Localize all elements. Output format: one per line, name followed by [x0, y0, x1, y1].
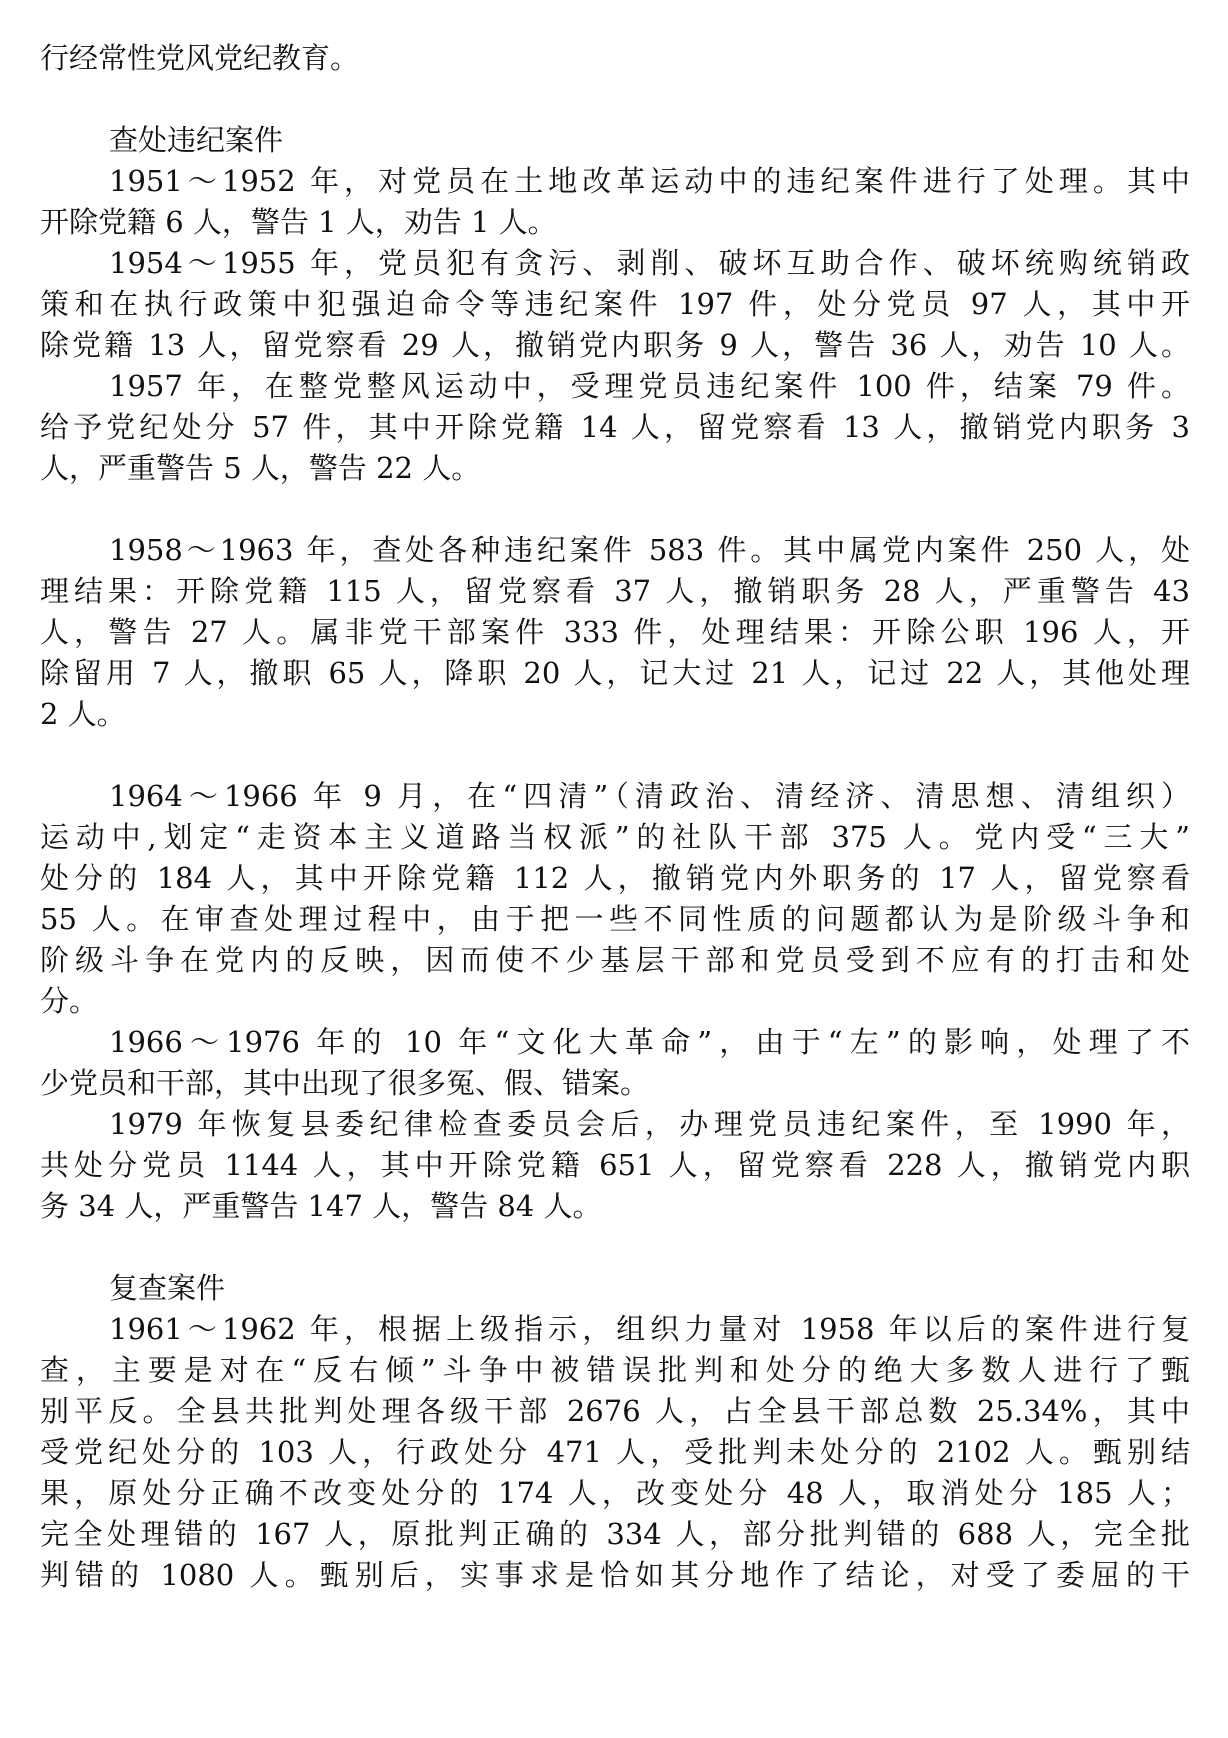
paragraph-line: 少党员和干部，其中出现了很多冤、假、错案。: [40, 1066, 650, 1100]
paragraph-line: 完全处理错的 167 人，原批判正确的 334 人，部分批判错的 688 人，完全批: [40, 1517, 1190, 1551]
paragraph-line: 判错的 1080 人。甄别后，实事求是恰如其分地作了结论，对受了委屈的干: [40, 1558, 1190, 1592]
paragraph-line: 1954～1955 年，党员犯有贪污、剥削、破坏互助合作、破坏统购统销政: [109, 246, 1190, 280]
paragraph-line: 阶级斗争在党内的反映，因而使不少基层干部和党员受到不应有的打击和处: [40, 943, 1190, 977]
paragraph-line: 别平反。全县共批判处理各级干部 2676 人，占全县干部总数 25.34%，其中: [40, 1394, 1190, 1428]
section-heading-investigate-cases: 查处违纪案件: [109, 123, 284, 157]
paragraph-line: 务 34 人，严重警告 147 人，警告 84 人。: [40, 1189, 602, 1223]
paragraph-line: 处分的 184 人，其中开除党籍 112 人，撤销党内外职务的 17 人，留党察看: [40, 861, 1190, 895]
paragraph-line: 1961～1962 年，根据上级指示，组织力量对 1958 年以后的案件进行复: [109, 1312, 1190, 1346]
paragraph-line: 开除党籍 6 人，警告 1 人，劝告 1 人。: [40, 205, 557, 239]
paragraph-line: 1964～1966 年 9 月，在“四清”（清政治、清经济、清思想、清组织）: [109, 779, 1190, 813]
paragraph-line: 受党纪处分的 103 人，行政处分 471 人，受批判未处分的 2102 人。甄别结: [40, 1435, 1190, 1469]
paragraph-line: 1958～1963 年，查处各种违纪案件 583 件。其中属党内案件 250 人，处: [109, 533, 1190, 567]
paragraph-line: 策和在执行政策中犯强迫命令等违纪案件 197 件，处分党员 97 人，其中开: [40, 287, 1190, 321]
paragraph-line: 2 人。: [40, 697, 126, 731]
paragraph-line: 除留用 7 人，撤职 65 人，降职 20 人，记大过 21 人，记过 22 人，其他处理: [40, 656, 1190, 690]
paragraph-line: 理结果：开除党籍 115 人，留党察看 37 人，撤销职务 28 人，严重警告 43: [40, 574, 1190, 608]
paragraph-line: 1979 年恢复县委纪律检查委员会后，办理党员违纪案件，至 1990 年，: [109, 1107, 1190, 1141]
paragraph-line: 果，原处分正确不改变处分的 174 人，改变处分 48 人，取消处分 185 人；: [40, 1476, 1190, 1510]
paragraph-line: 55 人。在审查处理过程中，由于把一些不同性质的问题都认为是阶级斗争和: [40, 902, 1190, 936]
paragraph-line: 分。: [40, 984, 99, 1018]
section-heading-review-cases: 复查案件: [109, 1271, 226, 1305]
paragraph-line: 人，警告 27 人。属非党干部案件 333 件，处理结果：开除公职 196 人，开: [40, 615, 1190, 649]
paragraph-line: 运动中,划定“走资本主义道路当权派”的社队干部 375 人。党内受“三大”: [40, 820, 1190, 854]
paragraph-line: 查，主要是对在“反右倾”斗争中被错误批判和处分的绝大多数人进行了甄: [40, 1353, 1190, 1387]
paragraph-line: 1966～1976 年的 10 年“文化大革命”，由于“左”的影响，处理了不: [109, 1025, 1190, 1059]
paragraph-line: 1951～1952 年，对党员在土地改革运动中的违纪案件进行了处理。其中: [109, 164, 1190, 198]
paragraph-line: 1957 年，在整党整风运动中，受理党员违纪案件 100 件，结案 79 件。: [109, 369, 1190, 403]
paragraph-line: 人，严重警告 5 人，警告 22 人。: [40, 451, 481, 485]
paragraph-line: 给予党纪处分 57 件，其中开除党籍 14 人，留党察看 13 人，撤销党内职务 3: [40, 410, 1190, 444]
paragraph-line: 共处分党员 1144 人，其中开除党籍 651 人，留党察看 228 人，撤销党内职: [40, 1148, 1190, 1182]
intro-line: 行经常性党风党纪教育。: [40, 41, 360, 75]
paragraph-line: 除党籍 13 人，留党察看 29 人，撤销党内职务 9 人，警告 36 人，劝告 10 人。: [40, 328, 1190, 362]
